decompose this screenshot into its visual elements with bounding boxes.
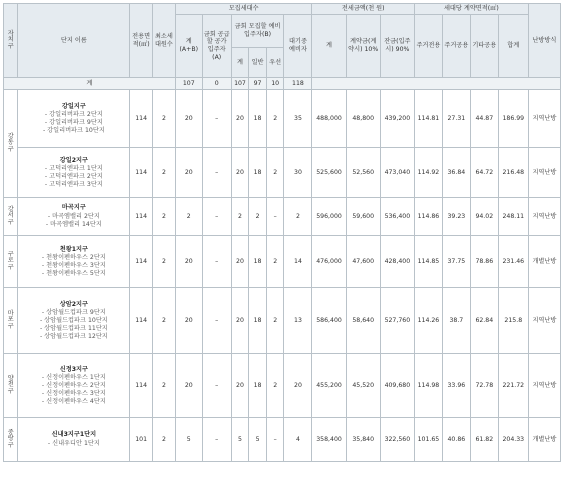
district-char: 중 — [7, 428, 14, 436]
table-row — [4, 148, 561, 198]
table-row — [4, 288, 561, 354]
total-row — [4, 78, 561, 90]
deposit-total-cell: 358,400 — [312, 418, 346, 462]
area-sum-cell: 216.48 — [498, 148, 528, 198]
complex-cell — [18, 148, 130, 198]
header-area-other: 기타공용 — [470, 15, 498, 78]
deposit-contract-cell: 59,600 — [346, 198, 380, 236]
complex-name: 강일2지구 — [59, 156, 88, 164]
header-contract-area-group: 세대당 계약면적(㎡) — [414, 4, 528, 15]
sub-complex: - 신정이펜하우스 3단지 — [41, 389, 106, 397]
sub-complex: - 신정이펜하우스 4단지 — [41, 397, 106, 405]
min-households-cell: 2 — [153, 198, 176, 236]
sub-complex: - 상암월드컵파크 9단지 — [41, 309, 106, 317]
area-resident-cell: 114.86 — [414, 198, 442, 236]
area-cell: 114 — [130, 354, 153, 418]
housing-supply-table — [3, 3, 561, 462]
area-common-cell: 39.23 — [442, 198, 470, 236]
district-cell — [4, 288, 18, 354]
header-district — [4, 4, 18, 78]
area-cell: 101 — [130, 418, 153, 462]
complex-cell — [18, 418, 130, 462]
reserve-general-cell: 18 — [249, 90, 267, 148]
header-area-common: 주거공용 — [442, 15, 470, 78]
waiting-cell: 14 — [284, 236, 312, 288]
total-reserve-total: 107 — [231, 78, 249, 90]
reserve-priority-cell: – — [266, 198, 284, 236]
total-empty — [312, 78, 561, 90]
waiting-cell: 2 — [284, 198, 312, 236]
sub-complex: - 고덕리엔파크 3단지 — [44, 180, 103, 188]
heating-cell: 개별난방 — [528, 236, 560, 288]
financial-supply-cell: – — [202, 354, 231, 418]
reserve-total-cell: 20 — [231, 148, 249, 198]
total-ab: 107 — [175, 78, 202, 90]
heating-cell: 개별난방 — [528, 418, 560, 462]
deposit-balance-cell: 473,040 — [380, 148, 414, 198]
complex-name: 천왕1지구 — [59, 245, 88, 253]
sub-complex: - 천왕이펜하우스 3단지 — [41, 262, 106, 269]
heating-cell: 지역난방 — [528, 288, 560, 354]
district-cell — [4, 90, 18, 198]
district-cell — [4, 354, 18, 418]
deposit-total-cell: 586,400 — [312, 288, 346, 354]
header-area-sum: 합계 — [498, 15, 528, 78]
header-area: 전용면적(㎡) — [130, 4, 153, 78]
area-common-cell: 38.7 — [442, 288, 470, 354]
reserve-general-cell: 5 — [249, 418, 267, 462]
area-cell: 114 — [130, 198, 153, 236]
sub-complex: - 강일리버파크 2단지 — [44, 111, 103, 119]
sub-complex: - 천왕이펜하우스 5단지 — [41, 269, 106, 277]
waiting-cell: 30 — [284, 148, 312, 198]
district-char: 구 — [7, 441, 14, 449]
sub-complex: - 마곡엠밸리 2단지 — [47, 213, 100, 221]
reserve-priority-cell: 2 — [266, 236, 284, 288]
header-heating: 난방방식 — [528, 4, 560, 78]
district-char: 구 — [7, 322, 14, 330]
table-row — [4, 418, 561, 462]
table-row — [4, 236, 561, 288]
reserve-total-cell: 5 — [231, 418, 249, 462]
total-reserve-priority: 10 — [266, 78, 284, 90]
reserve-general-cell: 2 — [249, 198, 267, 236]
min-households-cell: 2 — [153, 354, 176, 418]
header-financial-supply: 금회 공급할 공가 입주자(A) — [202, 15, 231, 78]
reserve-total-cell: 20 — [231, 90, 249, 148]
district-char: 강 — [7, 205, 14, 213]
reserve-total-cell: 20 — [231, 354, 249, 418]
area-resident-cell: 114.98 — [414, 354, 442, 418]
reserve-priority-cell: 2 — [266, 148, 284, 198]
district-cell — [4, 418, 18, 462]
total-ab-cell: 20 — [175, 236, 202, 288]
area-common-cell: 36.84 — [442, 148, 470, 198]
reserve-general-cell: 18 — [249, 236, 267, 288]
deposit-total-cell: 455,200 — [312, 354, 346, 418]
header-reserve-priority: 우선 — [266, 48, 284, 78]
financial-supply-cell: – — [202, 90, 231, 148]
area-sum-cell: 215.8 — [498, 288, 528, 354]
header-deposit-total: 계 — [312, 15, 346, 78]
waiting-cell: 20 — [284, 354, 312, 418]
area-cell: 114 — [130, 288, 153, 354]
deposit-contract-cell: 45,520 — [346, 354, 380, 418]
sub-complex: - 신내우디안 1단지 — [47, 440, 100, 447]
sub-complex: - 상암월드컵파크 12단지 — [39, 332, 108, 340]
header-deposit-group: 전세금액(천 원) — [312, 4, 414, 15]
sub-complex: - 상암월드컵파크 11단지 — [39, 324, 108, 332]
table-row — [4, 354, 561, 418]
district-char: 서 — [7, 212, 14, 220]
area-other-cell: 61.82 — [470, 418, 498, 462]
header-min-households: 최소세대원수 — [153, 4, 176, 78]
deposit-total-cell: 476,000 — [312, 236, 346, 288]
header-reserve-total: 계 — [231, 48, 249, 78]
header-area-resident: 주거전용 — [414, 15, 442, 78]
district-char: 양 — [7, 374, 14, 382]
total-ab-cell: 2 — [175, 198, 202, 236]
district-char: 구 — [7, 387, 14, 395]
heating-cell: 지역난방 — [528, 354, 560, 418]
financial-supply-cell: – — [202, 236, 231, 288]
header-recruit-group: 모집세대수 — [175, 4, 312, 15]
total-ab-cell: 20 — [175, 148, 202, 198]
waiting-cell: 4 — [284, 418, 312, 462]
sub-complex: - 강일리버파크 9단지 — [44, 119, 103, 126]
complex-cell — [18, 236, 130, 288]
complex-cell — [18, 90, 130, 148]
min-households-cell: 2 — [153, 418, 176, 462]
area-common-cell: 27.31 — [442, 90, 470, 148]
reserve-priority-cell: 2 — [266, 354, 284, 418]
reserve-general-cell: 18 — [249, 354, 267, 418]
sub-complex: - 고덕리엔파크 1단지 — [44, 165, 103, 173]
sub-complex: - 신정이펜하우스 1단지 — [41, 374, 106, 382]
header-deposit-balance: 잔금(입주시) 90% — [380, 15, 414, 78]
area-common-cell: 37.75 — [442, 236, 470, 288]
min-households-cell: 2 — [153, 90, 176, 148]
area-cell: 114 — [130, 148, 153, 198]
area-other-cell: 94.02 — [470, 198, 498, 236]
district-char: 구 — [7, 263, 14, 271]
sub-complex: - 마곡엠밸리 14단지 — [45, 220, 102, 228]
complex-cell — [18, 354, 130, 418]
complex-name: 신정3지구 — [59, 365, 88, 373]
reserve-priority-cell: 2 — [266, 288, 284, 354]
min-households-cell: 2 — [153, 288, 176, 354]
area-resident-cell: 114.81 — [414, 90, 442, 148]
sub-complex: - 고덕리엔파크 2단지 — [44, 173, 103, 180]
area-other-cell: 72.78 — [470, 354, 498, 418]
financial-supply-cell: – — [202, 288, 231, 354]
waiting-cell: 35 — [284, 90, 312, 148]
reserve-general-cell: 18 — [249, 288, 267, 354]
deposit-balance-cell: 536,400 — [380, 198, 414, 236]
header-reserve-general: 일반 — [249, 48, 267, 78]
header-reserve-group: 금회 모집할 예비 입주자(B) — [231, 15, 284, 48]
district-char: 구 — [7, 145, 14, 153]
deposit-balance-cell: 527,760 — [380, 288, 414, 354]
deposit-balance-cell: 439,200 — [380, 90, 414, 148]
reserve-total-cell: 2 — [231, 198, 249, 236]
heating-cell: 지역난방 — [528, 90, 560, 148]
complex-name: 상암2지구 — [59, 300, 88, 308]
total-reserve-general: 97 — [249, 78, 267, 90]
district-char: 구 — [7, 218, 14, 226]
table-row — [4, 198, 561, 236]
area-resident-cell: 101.65 — [414, 418, 442, 462]
header-waiting: 대기중 예비자 — [284, 15, 312, 78]
area-sum-cell: 186.99 — [498, 90, 528, 148]
deposit-contract-cell: 48,800 — [346, 90, 380, 148]
complex-name: 신내3지구1단지 — [51, 431, 97, 439]
district-char: 동 — [7, 139, 14, 147]
header-total-ab: 계(A+B) — [175, 15, 202, 78]
area-common-cell: 40.86 — [442, 418, 470, 462]
deposit-contract-cell: 58,640 — [346, 288, 380, 354]
financial-supply-cell: – — [202, 418, 231, 462]
reserve-general-cell: 18 — [249, 148, 267, 198]
min-households-cell: 2 — [153, 148, 176, 198]
district-char: 로 — [7, 257, 14, 265]
district-cell — [4, 198, 18, 236]
sub-complex: - 천왕이펜하우스 2단지 — [41, 254, 106, 262]
area-resident-cell: 114.26 — [414, 288, 442, 354]
reserve-priority-cell: 2 — [266, 90, 284, 148]
table-body — [4, 78, 561, 462]
deposit-total-cell: 525,600 — [312, 148, 346, 198]
complex-name: 마곡지구 — [61, 204, 86, 212]
header-district-text: 자치구 — [7, 29, 14, 50]
header-complex: 단지 이름 — [18, 4, 130, 78]
area-resident-cell: 114.85 — [414, 236, 442, 288]
area-sum-cell: 248.11 — [498, 198, 528, 236]
deposit-balance-cell: 409,680 — [380, 354, 414, 418]
deposit-contract-cell: 52,560 — [346, 148, 380, 198]
heating-cell: 지역난방 — [528, 148, 560, 198]
area-resident-cell: 114.92 — [414, 148, 442, 198]
deposit-balance-cell: 322,560 — [380, 418, 414, 462]
district-cell — [4, 236, 18, 288]
deposit-total-cell: 596,000 — [312, 198, 346, 236]
heating-cell: 지역난방 — [528, 198, 560, 236]
district-char: 구 — [7, 250, 14, 258]
total-ab-cell: 5 — [175, 418, 202, 462]
district-char: 랑 — [7, 435, 14, 443]
reserve-total-cell: 20 — [231, 236, 249, 288]
total-label: 계 — [4, 78, 176, 90]
sub-complex: - 강일리버파크 10단지 — [42, 126, 105, 134]
complex-cell — [18, 198, 130, 236]
min-households-cell: 2 — [153, 236, 176, 288]
area-cell: 114 — [130, 90, 153, 148]
area-cell: 114 — [130, 236, 153, 288]
area-other-cell: 64.72 — [470, 148, 498, 198]
area-sum-cell: 231.46 — [498, 236, 528, 288]
area-other-cell: 44.87 — [470, 90, 498, 148]
area-other-cell: 62.84 — [470, 288, 498, 354]
deposit-contract-cell: 47,600 — [346, 236, 380, 288]
district-char: 강 — [7, 132, 14, 140]
total-waiting: 118 — [284, 78, 312, 90]
total-ab-cell: 20 — [175, 90, 202, 148]
district-char: 포 — [7, 316, 14, 324]
complex-cell — [18, 288, 130, 354]
header-deposit-contract: 계약금(계약시) 10% — [346, 15, 380, 78]
deposit-total-cell: 488,000 — [312, 90, 346, 148]
total-financial-supply: 0 — [202, 78, 231, 90]
deposit-contract-cell: 35,840 — [346, 418, 380, 462]
district-char: 마 — [7, 309, 14, 317]
area-sum-cell: 204.33 — [498, 418, 528, 462]
waiting-cell: 13 — [284, 288, 312, 354]
deposit-balance-cell: 428,400 — [380, 236, 414, 288]
financial-supply-cell: – — [202, 148, 231, 198]
sub-complex: - 상암월드컵파크 10단지 — [39, 317, 108, 325]
financial-supply-cell: – — [202, 198, 231, 236]
total-ab-cell: 20 — [175, 288, 202, 354]
table-row — [4, 90, 561, 148]
district-char: 천 — [7, 381, 14, 389]
complex-name: 강일지구 — [61, 102, 86, 110]
total-ab-cell: 20 — [175, 354, 202, 418]
reserve-priority-cell: – — [266, 418, 284, 462]
area-other-cell: 78.86 — [470, 236, 498, 288]
area-sum-cell: 221.72 — [498, 354, 528, 418]
area-common-cell: 33.96 — [442, 354, 470, 418]
sub-complex: - 신정이펜하우스 2단지 — [41, 382, 106, 390]
reserve-total-cell: 20 — [231, 288, 249, 354]
